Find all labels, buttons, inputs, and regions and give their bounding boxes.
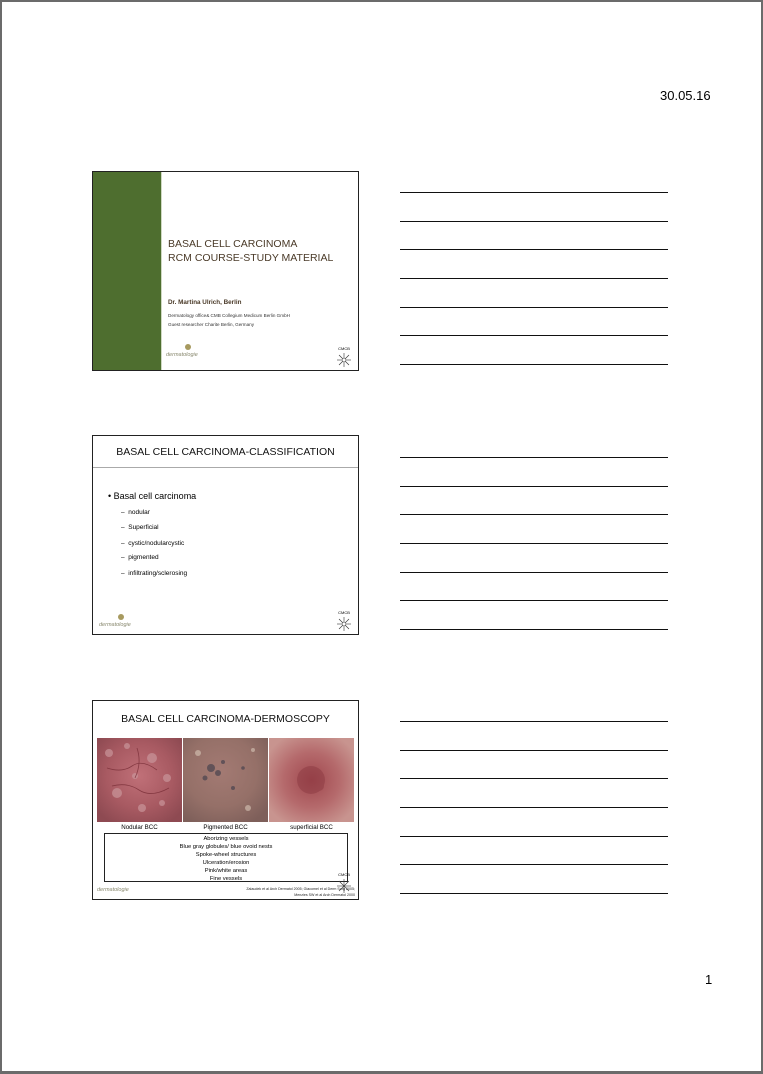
note-line [400,249,668,250]
note-line [400,364,668,365]
note-line [400,572,668,573]
slide-2-title: BASAL CELL CARCINOMA-CLASSIFICATION [116,446,335,458]
caption-pigmented: Pigmented BCC [203,824,248,831]
note-line [400,600,668,601]
logo-text: dermatologie [97,887,129,893]
logo-dot-icon [118,614,124,620]
list-item: – Superficial [121,524,159,531]
list-item: – infiltrating/sclerosing [121,570,188,577]
list-item: – pigmented [121,554,159,561]
notes-lines-1 [400,192,668,393]
dermatologie-logo [99,622,131,628]
note-line [400,836,668,837]
note-line [400,514,668,515]
note-line [400,457,668,458]
note-line [400,486,668,487]
dermatologie-logo [166,352,198,358]
seal-icon [333,609,355,633]
note-line [400,750,668,751]
slide-3 [92,700,359,900]
reference-line: Menzies SW et al Arch Dermatol 2000 [294,893,355,897]
seal-icon [333,345,355,369]
title-line-1: BASAL CELL CARCINOMA [168,238,298,250]
main-bullet [108,491,196,501]
slide-2 [92,435,359,635]
logo-text: dermatologie [99,622,131,628]
slide-3-title: BASAL CELL CARCINOMA-DERMOSCOPY [121,713,330,725]
slide-1-title [168,237,333,265]
note-line [400,307,668,308]
author: Dr. Martina Ulrich, Berlin [168,299,242,306]
feature-item: Fine vessels [209,876,243,882]
feature-item: Spoke-wheel structures [195,852,257,858]
bullet-text: Basal cell carcinoma [113,491,197,501]
list-item: – nodular [121,509,150,516]
pigmented-bcc-image [183,738,268,822]
nodular-bcc-image [97,738,182,822]
logo-dot-icon [185,344,191,350]
svg-text:CMCB: CMCB [338,872,350,877]
note-line [400,278,668,279]
feature-item: Pink/white areas [204,868,248,874]
slide-2-header [93,436,358,468]
bullet-dot: • [108,491,114,501]
note-line [400,807,668,808]
title-line-2: RCM COURSE-STUDY MATERIAL [168,252,334,264]
note-line [400,543,668,544]
features-box [104,833,348,882]
caption-nodular: Nodular BCC [121,824,158,831]
note-line [400,893,668,894]
page-date: 30.05.16 [660,88,711,103]
notes-lines-3 [400,721,668,922]
dermatologie-logo [97,887,129,893]
green-sidebar [93,172,161,370]
sidebar-divider [161,172,162,370]
note-line [400,778,668,779]
page-number: 1 [705,972,713,987]
feature-item: Aborizing vessels [203,836,249,842]
svg-text:CMCB: CMCB [338,346,350,351]
slide-1 [92,171,359,371]
feature-item: Blue gray globules/ blue ovoid nests [179,844,273,850]
notes-lines-2 [400,457,668,658]
feature-item: Ulceration/erosion [202,860,250,866]
svg-text:CMCB: CMCB [338,610,350,615]
list-item: – cystic/nodularcystic [121,540,185,547]
superficial-bcc-image [269,738,354,822]
affiliation-2: Guest researcher Charite Berlin, Germany [168,322,255,327]
note-line [400,629,668,630]
affiliation [168,311,290,329]
note-line [400,864,668,865]
caption-superficial: superficial BCC [290,824,333,831]
note-line [400,335,668,336]
slide-3-header [93,701,358,729]
note-line [400,221,668,222]
note-line [400,721,668,722]
note-line [400,192,668,193]
logo-text: dermatologie [166,352,198,358]
reference-line: Zalaudek et al Arch Dermatol 2005; Giacomel et al Derm Surg 2005; [246,887,355,891]
affiliation-1: Dermatology office& CMB Collegium Medicum Berlin GmbH [168,313,290,318]
references [246,886,355,898]
